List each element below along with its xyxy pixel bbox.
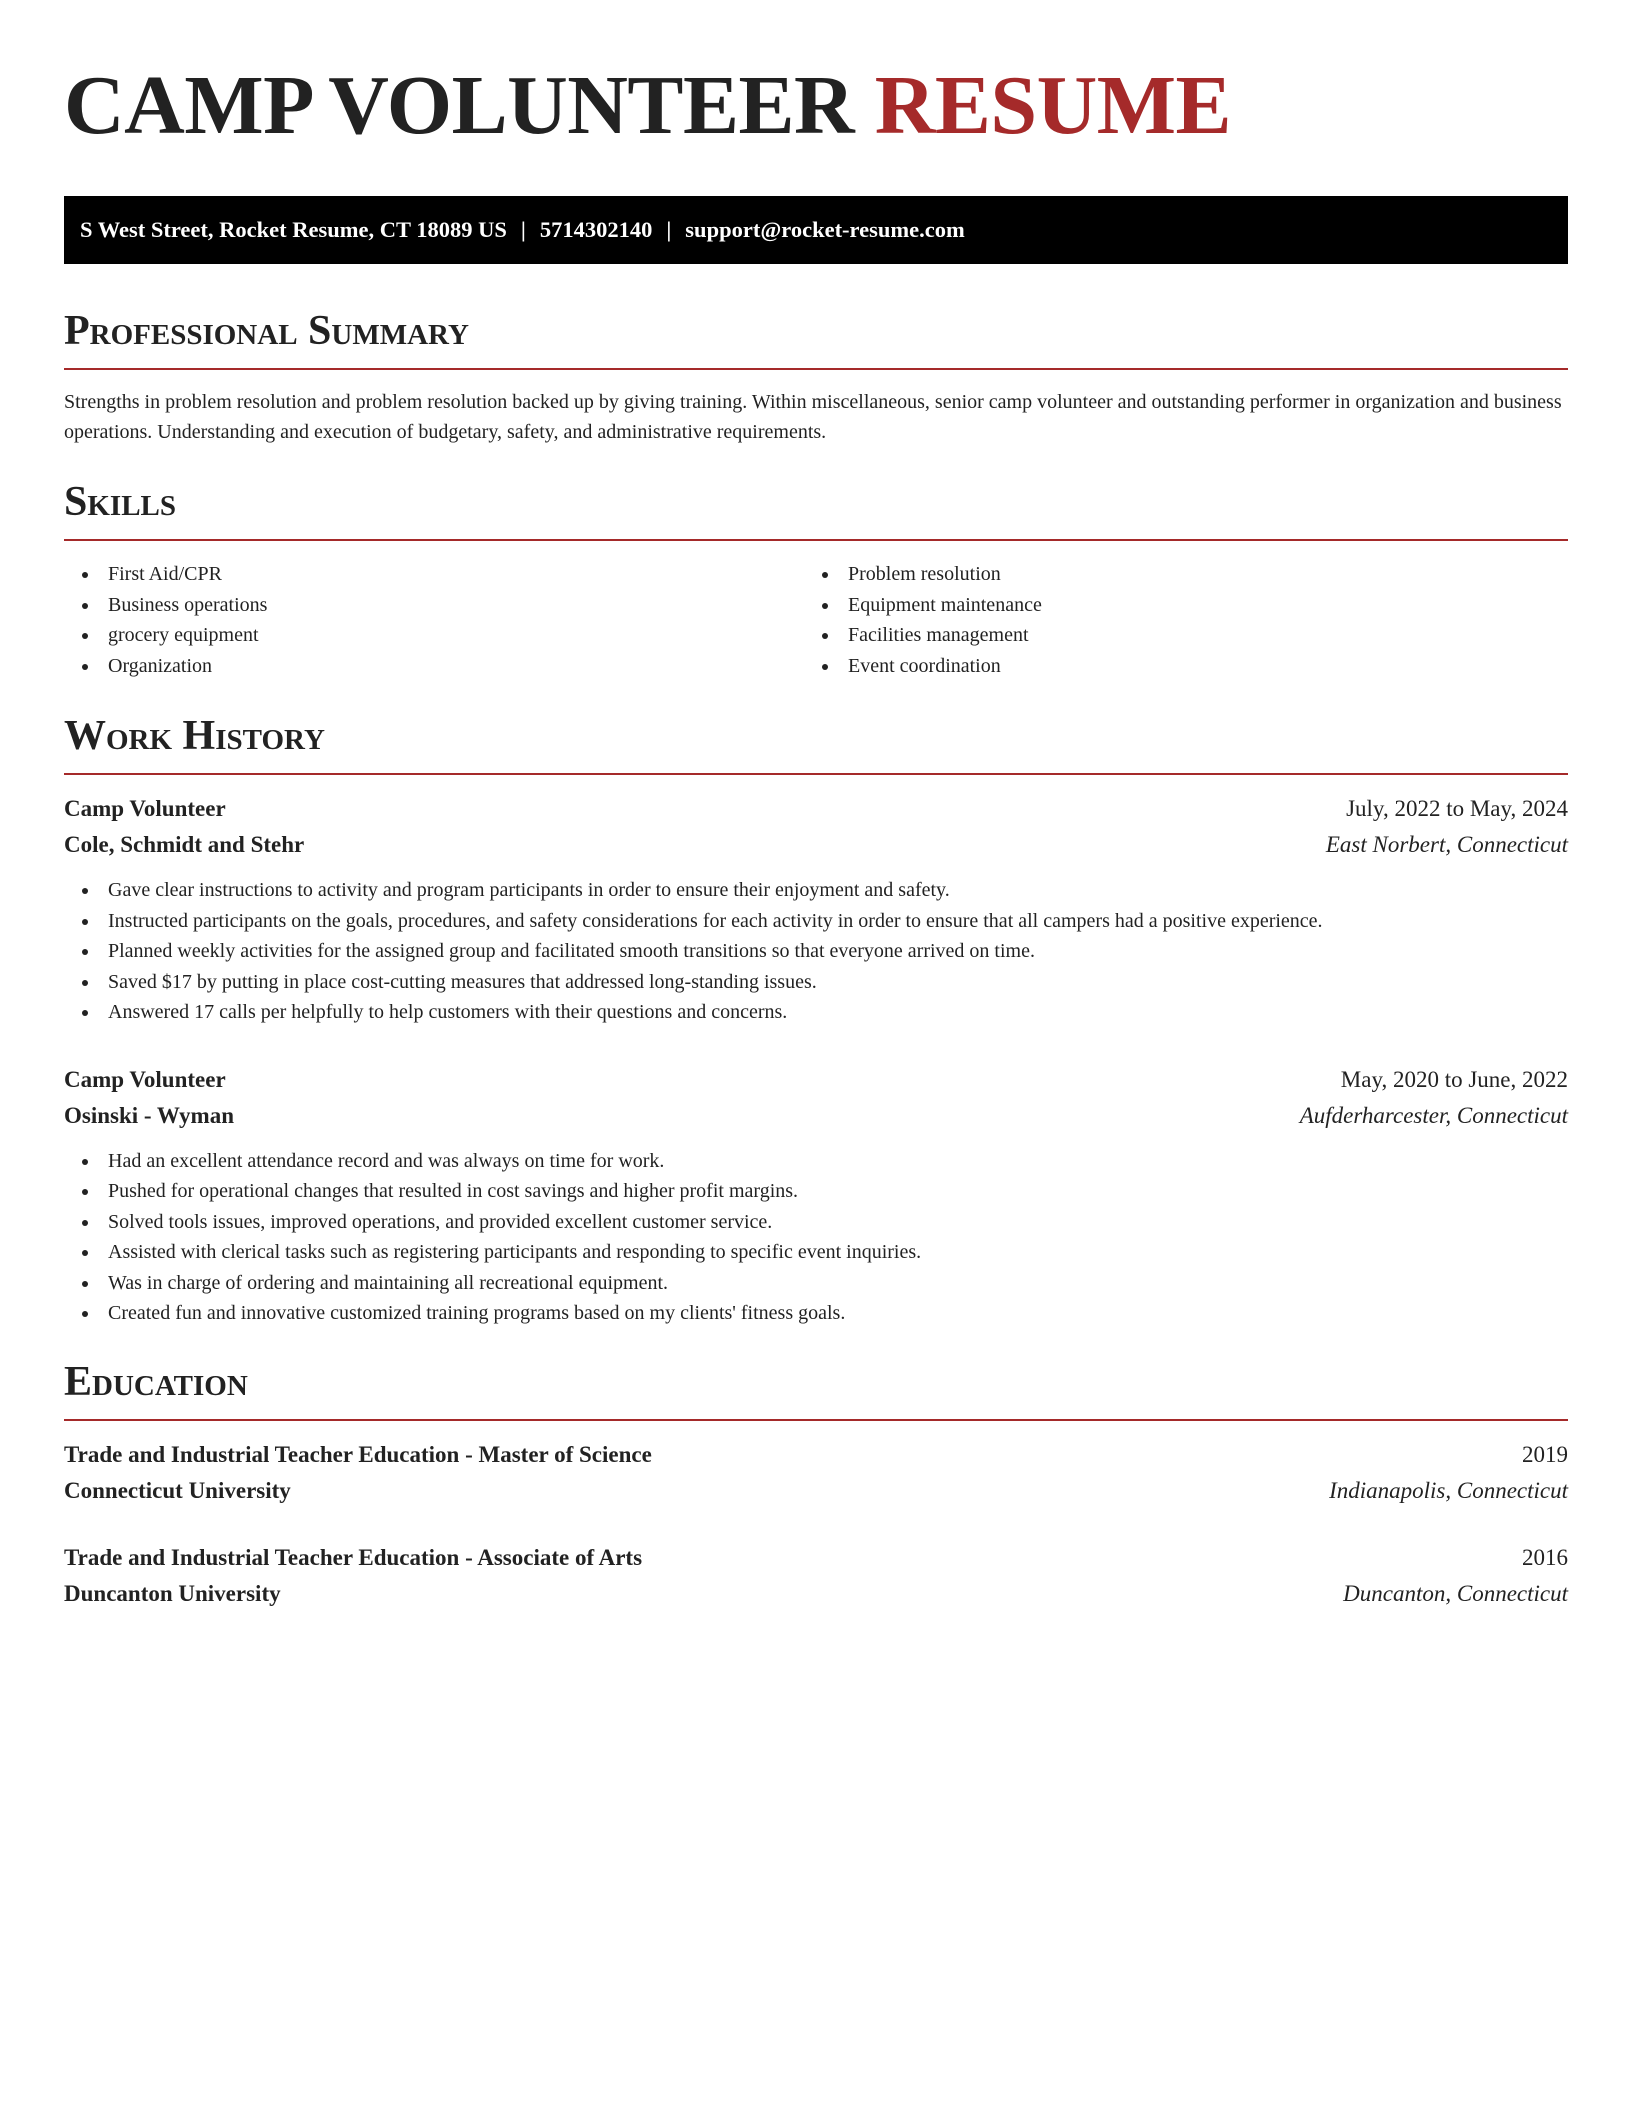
job-bullet: Was in charge of ordering and maintaining all recreational equipment.	[64, 1268, 1568, 1299]
job-header-row	[64, 791, 1568, 827]
section-divider	[64, 773, 1568, 775]
section-divider	[64, 368, 1568, 370]
education-entry	[64, 1437, 1568, 1509]
job-bullet: Gave clear instructions to activity and program participants in order to ensure their enjoyment and safety.	[64, 875, 1568, 906]
resume-title-main: CAMP VOLUNTEER	[64, 59, 855, 152]
skills-column-left	[64, 559, 804, 681]
job-title: Camp Volunteer	[64, 796, 226, 821]
work-history-heading: Work History	[64, 713, 325, 759]
job-location: Aufderharcester, Connecticut	[1299, 1102, 1568, 1128]
skill-item: First Aid/CPR	[64, 559, 804, 590]
contact-phone: 5714302140	[539, 217, 653, 242]
resume-title-accent: RESUME	[874, 59, 1232, 152]
skills-column-right	[804, 559, 1544, 681]
contact-separator: |	[666, 217, 672, 242]
job-location: East Norbert, Connecticut	[1325, 832, 1568, 857]
resume-title	[64, 56, 1568, 156]
job-bullet: Instructed participants on the goals, procedures, and safety considerations for each activity in order to ensure that all campers had a positive experience.	[64, 906, 1568, 937]
skill-item: Equipment maintenance	[804, 590, 1544, 621]
job-bullet: Solved tools issues, improved operations, and provided excellent customer service.	[64, 1207, 1568, 1238]
education-degree-row	[64, 1437, 1568, 1473]
summary-text: Strengths in problem resolution and problem resolution backed up by giving training. Within miscellaneous, senior camp volunteer and outstanding performer in organization and business operations. Understanding and execution of budgetary, safety, and administrative requirements.	[64, 391, 1562, 443]
job-bullet: Created fun and innovative customized training programs based on my clients' fitness goals.	[64, 1298, 1568, 1329]
education-entry	[64, 1540, 1568, 1612]
section-divider	[64, 539, 1568, 541]
job-bullets	[64, 1146, 1568, 1329]
job-company: Cole, Schmidt and Stehr	[64, 832, 305, 857]
education-degree: Trade and Industrial Teacher Education - Master of Science	[64, 1441, 652, 1467]
job-dates: May, 2020 to June, 2022	[1340, 1066, 1568, 1092]
contact-separator: |	[520, 217, 526, 242]
skill-item: Organization	[64, 651, 804, 682]
contact-bar	[64, 196, 1568, 264]
education-degree-row	[64, 1540, 1568, 1576]
job-company: Osinski - Wyman	[64, 1102, 234, 1128]
education-section	[64, 1357, 1568, 1612]
job-bullet: Answered 17 calls per helpfully to help customers with their questions and concerns.	[64, 997, 1568, 1028]
skills-section	[64, 477, 1568, 681]
job-bullet: Had an excellent attendance record and was always on time for work.	[64, 1146, 1568, 1177]
education-school: Duncanton University	[64, 1580, 281, 1606]
job-header-row	[64, 1062, 1568, 1098]
job-company-row	[64, 1098, 1568, 1134]
skill-item: Problem resolution	[804, 559, 1544, 590]
education-degree: Trade and Industrial Teacher Education - Associate of Arts	[64, 1544, 643, 1570]
education-year: 2016	[1522, 1544, 1568, 1570]
job-dates: July, 2022 to May, 2024	[1346, 796, 1568, 821]
job-bullet: Assisted with clerical tasks such as registering participants and responding to specific event inquiries.	[64, 1237, 1568, 1268]
skills-heading: Skills	[64, 479, 177, 525]
skill-item: Business operations	[64, 590, 804, 621]
job-company-row	[64, 827, 1568, 863]
education-location: Duncanton, Connecticut	[1343, 1580, 1568, 1606]
work-history-section	[64, 711, 1568, 1329]
job-bullets	[64, 875, 1568, 1028]
job-bullet: Pushed for operational changes that resulted in cost savings and higher profit margins.	[64, 1176, 1568, 1207]
skill-item: Facilities management	[804, 620, 1544, 651]
contact-email: support@rocket-resume.com	[685, 217, 965, 242]
job-entry	[64, 791, 1568, 1028]
education-school-row	[64, 1576, 1568, 1612]
job-entry	[64, 1062, 1568, 1329]
education-location: Indianapolis, Connecticut	[1329, 1477, 1568, 1503]
summary-heading: Professional Summary	[64, 308, 469, 354]
section-divider	[64, 1419, 1568, 1421]
education-school: Connecticut University	[64, 1477, 291, 1503]
job-bullet: Saved $17 by putting in place cost-cutting measures that addressed long-standing issues.	[64, 967, 1568, 998]
job-bullet: Planned weekly activities for the assigned group and facilitated smooth transitions so that everyone arrived on time.	[64, 936, 1568, 967]
contact-address: S West Street, Rocket Resume, CT 18089 US	[80, 217, 507, 242]
job-title: Camp Volunteer	[64, 1066, 226, 1092]
education-year: 2019	[1522, 1441, 1568, 1467]
education-heading: Education	[64, 1358, 248, 1405]
education-school-row	[64, 1473, 1568, 1509]
skills-list	[64, 559, 1568, 681]
skill-item: grocery equipment	[64, 620, 804, 651]
summary-section	[64, 306, 1568, 447]
skill-item: Event coordination	[804, 651, 1544, 682]
